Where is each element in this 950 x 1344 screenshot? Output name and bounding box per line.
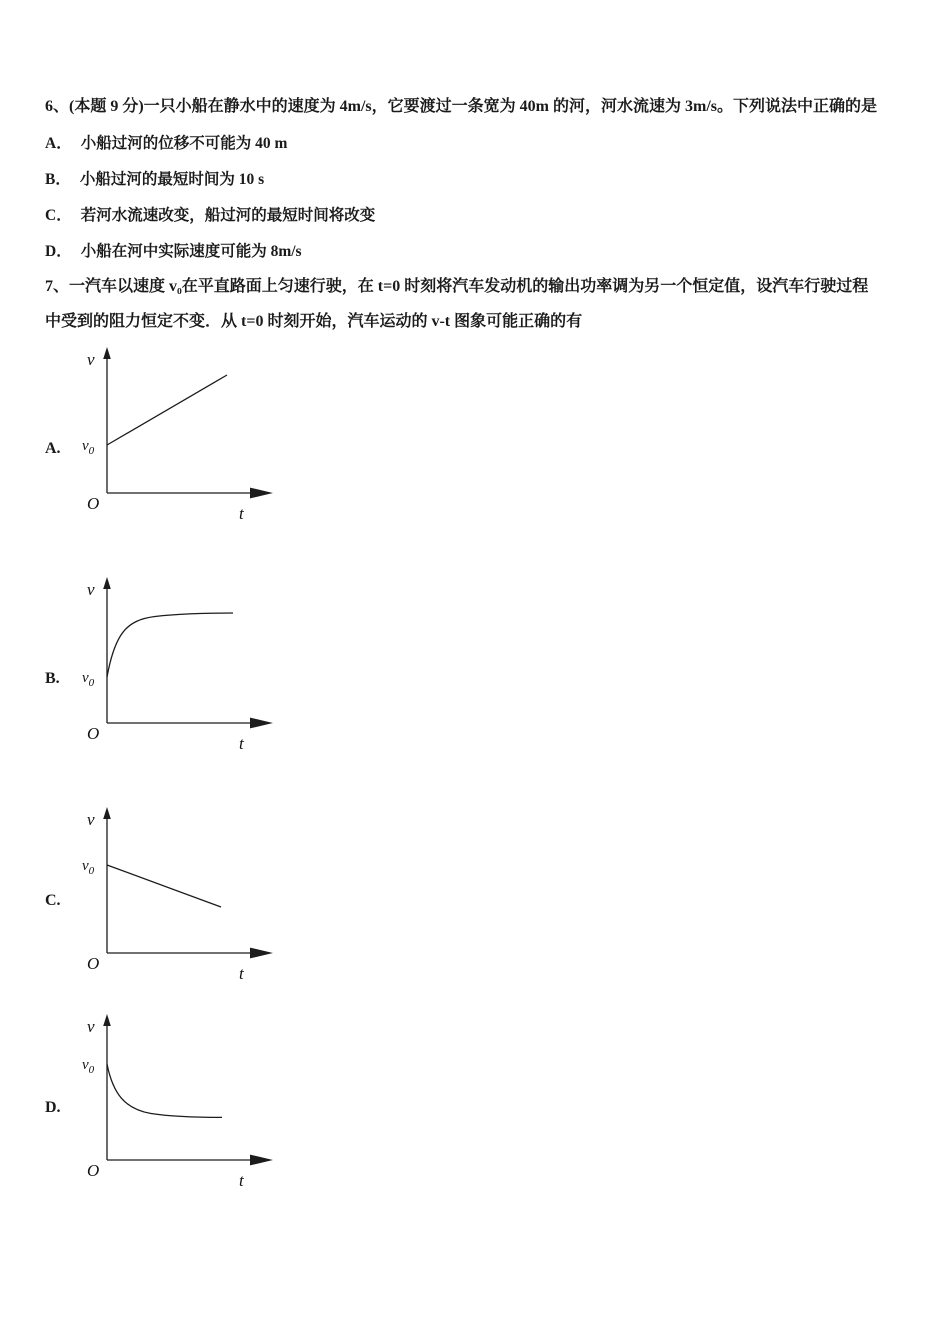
graph-option-d bbox=[45, 1012, 910, 1197]
question-7-stem-line2: 中受到的阻力恒定不变．从 t=0 时刻开始，汽车运动的 v-t 图象可能正确的有 bbox=[45, 313, 583, 330]
x-axis-arrowhead bbox=[250, 948, 273, 959]
question-6 bbox=[45, 96, 910, 262]
option-label: A． bbox=[45, 135, 72, 152]
question-6-option-b bbox=[45, 169, 910, 190]
y-axis-arrowhead bbox=[103, 577, 111, 589]
option-text: 若河水流速改变，船过河的最短时间将改变 bbox=[80, 207, 376, 224]
t-axis-label: t bbox=[239, 504, 244, 523]
option-label: D． bbox=[45, 243, 72, 260]
origin-label: O bbox=[87, 954, 100, 973]
v-axis-label: v bbox=[87, 810, 95, 829]
x-axis-arrowhead bbox=[250, 718, 273, 729]
velocity-curve bbox=[107, 1064, 222, 1117]
t-axis-label: t bbox=[239, 1171, 244, 1190]
option-text: 小船在河中实际速度可能为 8m/s bbox=[80, 243, 302, 260]
question-7-stem-line1: 7、一汽车以速度 v₀在平直路面上匀速行驶，在 t=0 时刻将汽车发动机的输出功率调为另一个恒定值，设汽车行驶过程 bbox=[45, 278, 869, 295]
v0-label: $v_0$ bbox=[82, 1057, 95, 1076]
vt-graph-b bbox=[75, 575, 290, 760]
v-axis-label: v bbox=[87, 350, 95, 369]
v-axis-label: v bbox=[87, 580, 95, 599]
graph-option-c bbox=[45, 805, 910, 990]
option-label: B． bbox=[45, 171, 71, 188]
y-axis-arrowhead bbox=[103, 1014, 111, 1026]
graph-b-label: B. bbox=[45, 670, 60, 687]
question-7-graphs bbox=[45, 345, 910, 1197]
question-6-option-d bbox=[45, 241, 910, 262]
question-6-options bbox=[45, 133, 910, 262]
question-7 bbox=[45, 276, 910, 1197]
y-axis-arrowhead bbox=[103, 807, 111, 819]
x-axis-arrowhead bbox=[250, 1155, 273, 1166]
origin-label: O bbox=[87, 494, 100, 513]
t-axis-label: t bbox=[239, 734, 244, 753]
velocity-curve bbox=[107, 375, 227, 445]
question-6-stem: 6、(本题 9 分)一只小船在静水中的速度为 4m/s，它要渡过一条宽为 40m 的河，河水流速为 3m/s。下列说法中正确的是 bbox=[45, 98, 877, 115]
vt-graph-c bbox=[75, 805, 290, 990]
v-axis-label: v bbox=[87, 1017, 95, 1036]
graph-option-b bbox=[45, 575, 910, 760]
vt-graph-d bbox=[75, 1012, 290, 1197]
vt-graph-a bbox=[75, 345, 290, 530]
velocity-curve bbox=[107, 613, 233, 677]
x-axis-arrowhead bbox=[250, 488, 273, 499]
option-text: 小船过河的位移不可能为 40 m bbox=[80, 135, 288, 152]
graph-c-label: C. bbox=[45, 892, 61, 909]
question-6-option-a bbox=[45, 133, 910, 154]
option-label: C． bbox=[45, 207, 72, 224]
option-text: 小船过河的最短时间为 10 s bbox=[79, 171, 265, 188]
v0-label: $v_0$ bbox=[82, 438, 95, 457]
v0-label: $v_0$ bbox=[82, 670, 95, 689]
v0-label: $v_0$ bbox=[82, 858, 95, 877]
graph-a-label: A. bbox=[45, 440, 61, 457]
velocity-curve bbox=[107, 865, 221, 907]
graph-option-a bbox=[45, 345, 910, 530]
question-6-option-c bbox=[45, 205, 910, 226]
origin-label: O bbox=[87, 724, 100, 743]
graph-d-label: D. bbox=[45, 1099, 61, 1116]
origin-label: O bbox=[87, 1161, 100, 1180]
t-axis-label: t bbox=[239, 964, 244, 983]
y-axis-arrowhead bbox=[103, 347, 111, 359]
